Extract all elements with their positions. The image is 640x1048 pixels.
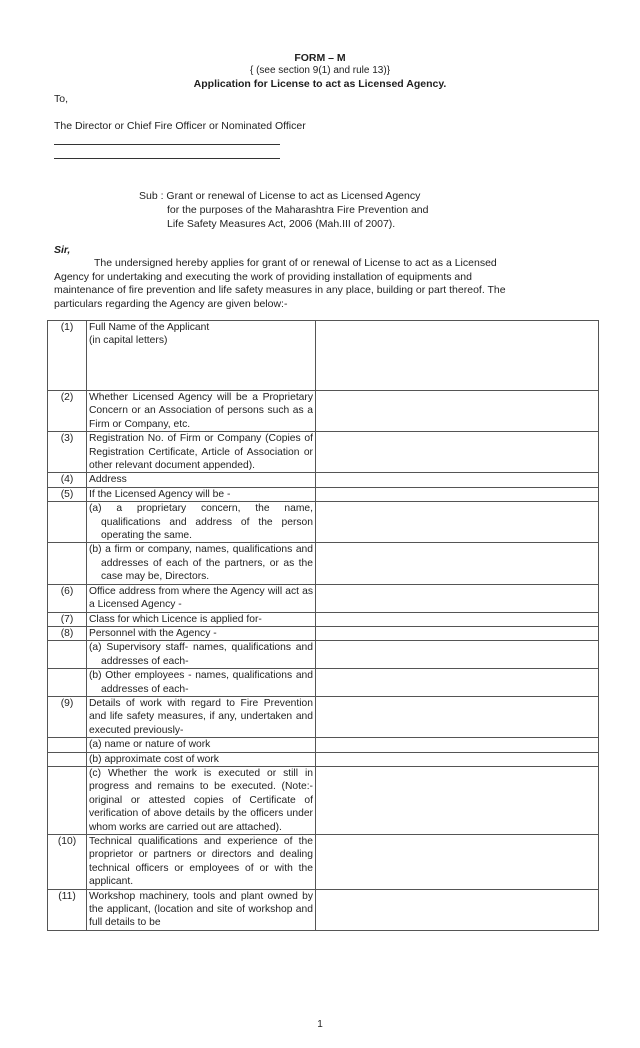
intro-line-3: maintenance of fire prevention and life safety measures in any place, building or part thereof. The bbox=[54, 284, 506, 297]
row-number: (1) bbox=[48, 321, 87, 391]
table-row bbox=[48, 889, 599, 930]
answer-field[interactable] bbox=[316, 626, 599, 640]
table-row bbox=[48, 738, 599, 752]
row-number: (5) bbox=[48, 487, 87, 501]
row-number: (3) bbox=[48, 432, 87, 473]
row-number bbox=[48, 752, 87, 766]
answer-field[interactable] bbox=[316, 641, 599, 669]
salutation: Sir, bbox=[54, 244, 71, 256]
answer-field[interactable] bbox=[316, 502, 599, 543]
row-label: (a) name or nature of work bbox=[87, 738, 316, 752]
row-number: (7) bbox=[48, 612, 87, 626]
address-blank-line-2 bbox=[54, 158, 280, 159]
answer-field[interactable] bbox=[316, 696, 599, 737]
row-number: (10) bbox=[48, 835, 87, 890]
addressee: The Director or Chief Fire Officer or Nominated Officer bbox=[54, 120, 306, 132]
table-row bbox=[48, 473, 599, 487]
table-row bbox=[48, 696, 599, 737]
answer-field[interactable] bbox=[316, 835, 599, 890]
row-number: (8) bbox=[48, 626, 87, 640]
table-row bbox=[48, 584, 599, 612]
row-label: Full Name of the Applicant (in capital letters) bbox=[87, 321, 316, 391]
form-title: FORM – M bbox=[294, 52, 346, 64]
table-row bbox=[48, 543, 599, 584]
table-row bbox=[48, 502, 599, 543]
row-number: (2) bbox=[48, 391, 87, 432]
page-number: 1 bbox=[317, 1019, 323, 1030]
table-row bbox=[48, 752, 599, 766]
form-subtitle: Application for License to act as Licensed Agency. bbox=[193, 78, 447, 90]
row-number: (6) bbox=[48, 584, 87, 612]
row-label: (a) a proprietary concern, the name, qualifications and address of the person operating the same. bbox=[87, 502, 316, 543]
intro-line-4: particulars regarding the Agency are given below:- bbox=[54, 297, 288, 310]
to-label: To, bbox=[54, 93, 69, 105]
answer-field[interactable] bbox=[316, 752, 599, 766]
row-number: (9) bbox=[48, 696, 87, 737]
answer-field[interactable] bbox=[316, 612, 599, 626]
subject-line-2: for the purposes of the Maharashtra Fire Prevention and bbox=[167, 204, 429, 216]
row-label: If the Licensed Agency will be - bbox=[87, 487, 316, 501]
row-label: Personnel with the Agency - bbox=[87, 626, 316, 640]
row-number bbox=[48, 669, 87, 697]
row-label: Details of work with regard to Fire Prevention and life safety measures, if any, undertaken and executed previously- bbox=[87, 696, 316, 737]
table-row bbox=[48, 432, 599, 473]
table-row bbox=[48, 626, 599, 640]
subject-line-3: Life Safety Measures Act, 2006 (Mah.III of 2007). bbox=[167, 218, 396, 230]
row-label: Office address from where the Agency will act as a Licensed Agency - bbox=[87, 584, 316, 612]
answer-field[interactable] bbox=[316, 584, 599, 612]
row-number: (11) bbox=[48, 889, 87, 930]
particulars-table bbox=[47, 320, 599, 931]
table-row bbox=[48, 669, 599, 697]
table-row bbox=[48, 391, 599, 432]
row-number: (4) bbox=[48, 473, 87, 487]
row-label: Whether Licensed Agency will be a Proprietary Concern or an Association of persons such as a Firm or Company, etc. bbox=[87, 391, 316, 432]
row-number bbox=[48, 502, 87, 543]
answer-field[interactable] bbox=[316, 487, 599, 501]
row-label: Class for which Licence is applied for- bbox=[87, 612, 316, 626]
row-label: (a) Supervisory staff- names, qualifications and addresses of each- bbox=[87, 641, 316, 669]
form-reference: { (see section 9(1) and rule 13)} bbox=[249, 65, 391, 76]
subject-block bbox=[139, 189, 428, 231]
row-number bbox=[48, 641, 87, 669]
row-label: Workshop machinery, tools and plant owned by the applicant, (location and site of workshop and full details to be bbox=[87, 889, 316, 930]
answer-field[interactable] bbox=[316, 543, 599, 584]
row-label: (c) Whether the work is executed or still in progress and remains to be executed. (Note:- original or attested copies of Certificate of verification of above details by the officers under whom works are carried out are attached). bbox=[87, 766, 316, 834]
answer-field[interactable] bbox=[316, 473, 599, 487]
row-label: Technical qualifications and experience of the proprietor or partners or directors and dealing technical officers or employees of or with the applicant. bbox=[87, 835, 316, 890]
row-label: (b) a firm or company, names, qualifications and addresses of each of the partners, or as the case may be, Directors. bbox=[87, 543, 316, 584]
intro-line-1: The undersigned hereby applies for grant of or renewal of License to act as a Licensed bbox=[94, 257, 497, 269]
answer-field[interactable] bbox=[316, 321, 599, 391]
row-label: (b) approximate cost of work bbox=[87, 752, 316, 766]
table-row bbox=[48, 612, 599, 626]
table-row bbox=[48, 835, 599, 890]
table-row bbox=[48, 321, 599, 391]
answer-field[interactable] bbox=[316, 738, 599, 752]
row-number bbox=[48, 738, 87, 752]
answer-field[interactable] bbox=[316, 669, 599, 697]
intro-paragraph bbox=[54, 257, 597, 311]
table-row bbox=[48, 487, 599, 501]
answer-field[interactable] bbox=[316, 889, 599, 930]
row-label: (b) Other employees - names, qualifications and addresses of each- bbox=[87, 669, 316, 697]
answer-field[interactable] bbox=[316, 391, 599, 432]
intro-line-2: Agency for undertaking and executing the work of providing installation of equipments and bbox=[54, 270, 472, 283]
address-blank-line-1 bbox=[54, 144, 280, 145]
row-number bbox=[48, 543, 87, 584]
row-label: Registration No. of Firm or Company (Copies of Registration Certificate, Article of Association or other relevant document appended). bbox=[87, 432, 316, 473]
answer-field[interactable] bbox=[316, 766, 599, 834]
row-label: Address bbox=[87, 473, 316, 487]
answer-field[interactable] bbox=[316, 432, 599, 473]
subject-line-1: Sub : Grant or renewal of License to act as Licensed Agency bbox=[139, 190, 421, 202]
table-row bbox=[48, 641, 599, 669]
row-number bbox=[48, 766, 87, 834]
table-row bbox=[48, 766, 599, 834]
